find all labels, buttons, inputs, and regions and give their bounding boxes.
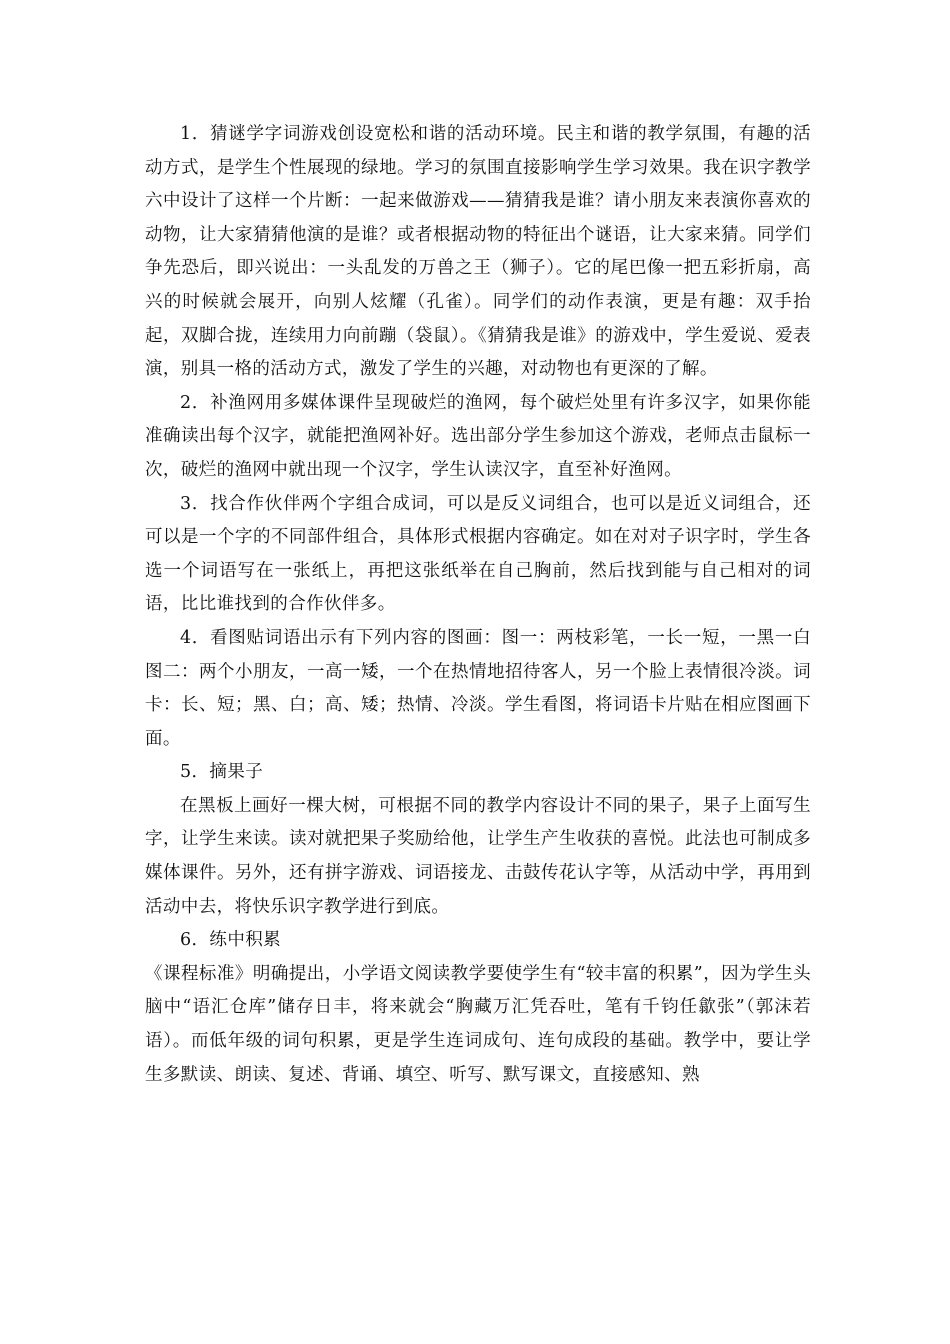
heading-pick-fruit: 5．摘果子	[180, 762, 264, 783]
paragraph-fishing-net: 2．补渔网用多媒体课件呈现破烂的渔网，每个破烂处里有许多汉字，如果你能准确读出每个汉字，就能把渔网补好。选出部分学生参加这个游戏，老师点击鼠标一次，破烂的渔网中就出现一个汉字，学生认读汉字，直至补好渔网。	[145, 392, 811, 480]
paragraph-picture-words: 4．看图贴词语出示有下列内容的图画：图一：两枝彩笔，一长一短，一黑一白图二：两个小朋友，一高一矮，一个在热情地招待客人，另一个脸上表情很冷淡。词卡：长、短；黑、白；高、矮；热情、冷淡。学生看图，将词语卡片贴在相应图画下面。	[145, 627, 811, 749]
paragraph-find-partner: 3．找合作伙伴两个字组合成词，可以是反义词组合，也可以是近义词组合，还可以是一个字的不同部件组合，具体形式根据内容确定。如在对对子识字时，学生各选一个词语写在一张纸上，再把这张纸举在自己胸前，然后找到能与自己相对的词语，比比谁找到的合作伙伴多。	[145, 493, 811, 615]
paragraph-riddle-game: 1．猜谜学字词游戏创设宽松和谐的活动环境。民主和谐的教学氛围，有趣的活动方式，是学生个性展现的绿地。学习的氛围直接影响学生学习效果。我在识字教学六中设计了这样一个片断：一起来做游戏——猜猜我是谁？请小朋友来表演你喜欢的动物，让大家猜猜他演的是谁？或者根据动物的特征出个谜语，让大家来猜。同学们争先恐后，即兴说出：一头乱发的万兽之王（狮子）。它的尾巴像一把五彩折扇，高兴的时候就会展开，向别人炫耀（孔雀）。同学们的动作表演，更是有趣：双手抬起，双脚合拢，连续用力向前蹦（袋鼠）。《猜猜我是谁》的游戏中，学生爱说、爱表演，别具一格的活动方式，激发了学生的兴趣，对动物也有更深的了解。	[145, 124, 811, 380]
document-body	[145, 118, 811, 1092]
paragraph-accumulate: 《课程标准》明确提出，小学语文阅读教学要使学生有“较丰富的积累”，因为学生头脑中“语汇仓库”储存日丰，将来就会“胸藏万汇凭吞吐，笔有千钧任歙张”（郭沫若语）。而低年级的词句积累，更是学生连词成句、连句成段的基础。教学中，要让学生多默读、朗读、复述、背诵、填空、听写、默写课文，直接感知、熟	[145, 963, 811, 1085]
paragraph-pick-fruit: 在黑板上画好一棵大树，可根据不同的教学内容设计不同的果子，果子上面写生字，让学生来读。读对就把果子奖励给他，让学生产生收获的喜悦。此法也可制成多媒体课件。另外，还有拼字游戏、词语接龙、击鼓传花认字等，从活动中学，再用到活动中去，将快乐识字教学进行到底。	[145, 795, 811, 917]
heading-accumulate: 6．练中积累	[180, 930, 282, 951]
